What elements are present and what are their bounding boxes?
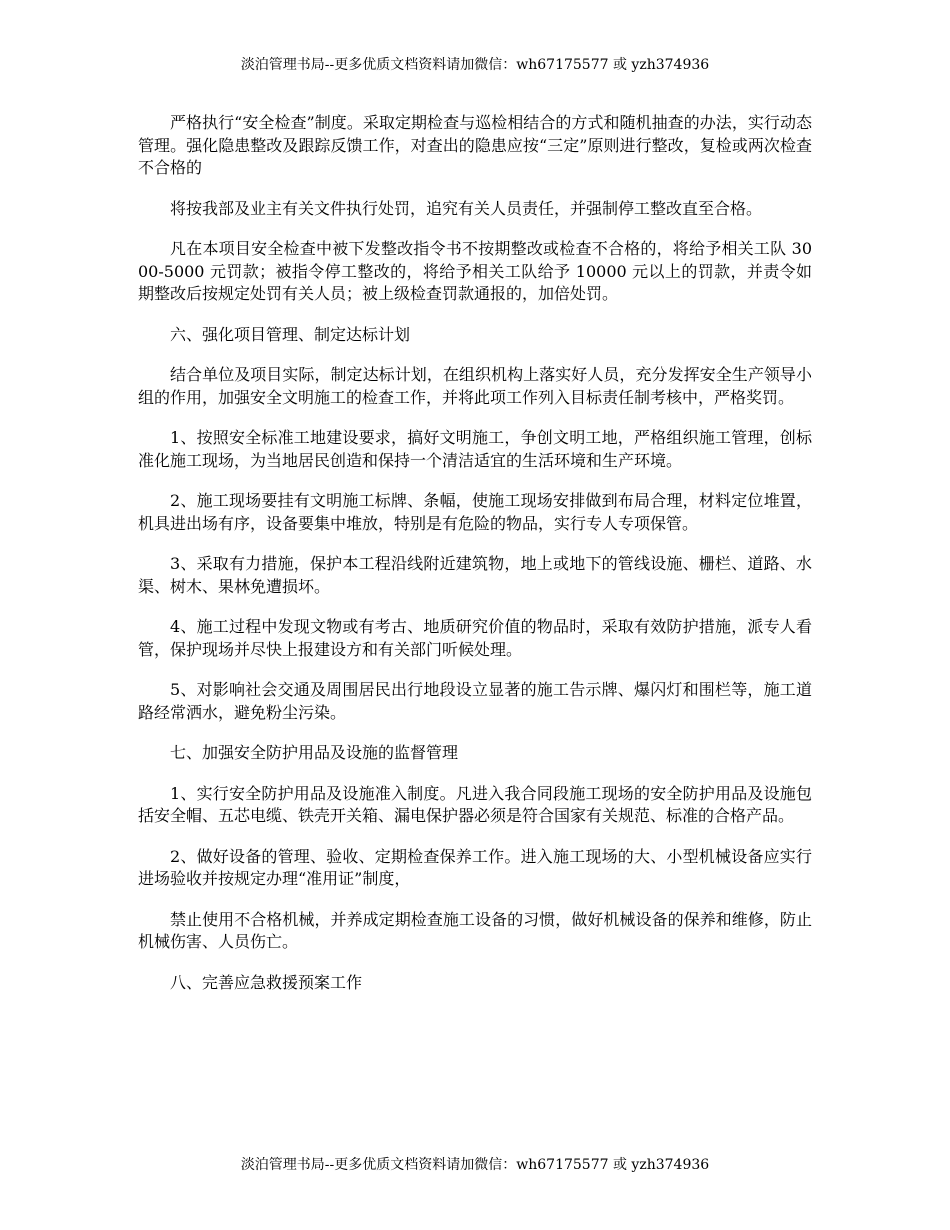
section-heading-6: 六、强化项目管理、制定达标计划 (170, 324, 411, 344)
page-header: 淡泊管理书局--更多优质文档资料请加微信：wh67175577 或 yzh374936 (240, 57, 710, 73)
paragraph-fines: 凡在本项目安全检查中被下发整改指令书不按期整改或检查不合格的，将给予相关工队 3000-5000 元罚款；被指令停工整改的，将给予相关工队给予 10000 元以上的罚款，并责令如期整改后按规定处罚有关人员；被上级检查罚款通报的，加倍处罚。 (138, 239, 812, 303)
list-item-6-2: 2、施工现场要挂有文明施工标牌、条幅，使施工现场安排做到布局合理，材料定位堆置，机具进出场有序，设备要集中堆放，特别是有危险的物品，实行专人专项保管。 (138, 491, 812, 533)
list-item-7-1: 1、实行安全防护用品及设施准入制度。凡进入我合同段施工现场的安全防护用品及设施包括安全帽、五芯电缆、铁壳开关箱、漏电保护器必须是符合国家有关规范、标准的合格产品。 (138, 783, 812, 825)
list-item-6-1: 1、按照安全标准工地建设要求，搞好文明施工，争创文明工地，严格组织施工管理，创标准化施工现场，为当地居民创造和保持一个清洁适宜的生活环境和生产环境。 (138, 428, 812, 470)
paragraph-target-plan: 结合单位及项目实际，制定达标计划，在组织机构上落实好人员，充分发挥安全生产领导小组的作用，加强安全文明施工的检查工作，并将此项工作列入目标责任制考核中，严格奖罚。 (138, 365, 812, 407)
list-item-6-5: 5、对影响社会交通及周围居民出行地段设立显著的施工告示牌、爆闪灯和围栏等，施工道路经常洒水，避免粉尘污染。 (138, 680, 812, 722)
page-footer: 淡泊管理书局--更多优质文档资料请加微信：wh67175577 或 yzh374936 (240, 1157, 710, 1173)
list-item-7-2: 2、做好设备的管理、验收、定期检查保养工作。进入施工现场的大、小型机械设备应实行进场验收并按规定办理“准用证”制度， (138, 846, 812, 888)
list-item-6-3: 3、采取有力措施，保护本工程沿线附近建筑物，地上或地下的管线设施、栅栏、道路、水渠、树木、果林免遭损坏。 (138, 554, 812, 596)
paragraph-equipment-maintenance: 禁止使用不合格机械，并养成定期检查施工设备的习惯，做好机械设备的保养和维修，防止机械伤害、人员伤亡。 (138, 909, 812, 951)
section-heading-8: 八、完善应急救援预案工作 (170, 972, 363, 992)
paragraph-penalty-rules: 将按我部及业主有关文件执行处罚，追究有关人员责任，并强制停工整改直至合格。 (170, 198, 763, 218)
section-heading-7: 七、加强安全防护用品及设施的监督管理 (170, 743, 459, 762)
document-body (138, 112, 812, 1012)
paragraph-safety-inspection: 严格执行“安全检查”制度。采取定期检查与巡检相结合的方式和随机抽查的办法，实行动态管理。强化隐患整改及跟踪反馈工作，对查出的隐患应按“三定”原则进行整改，复检或两次检查不合格的 (138, 113, 812, 177)
list-item-6-4: 4、施工过程中发现文物或有考古、地质研究价值的物品时，采取有效防护措施，派专人看管，保护现场并尽快上报建设方和有关部门听候处理。 (138, 617, 812, 659)
